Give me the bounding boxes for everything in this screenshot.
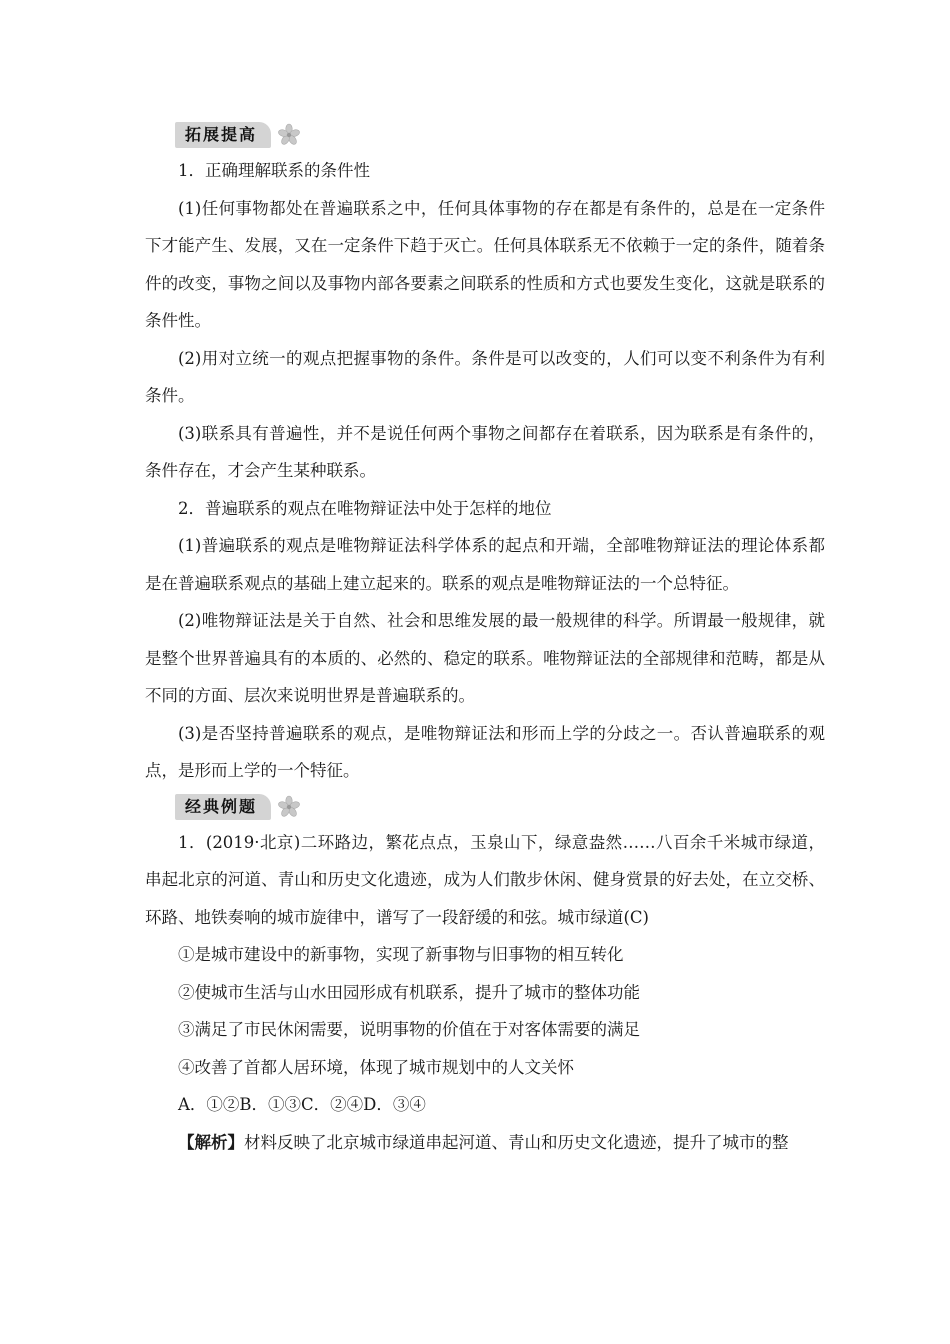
option-item: ②使城市生活与山水田园形成有机联系，提升了城市的整体功能 (178, 982, 640, 1002)
option-item: ④改善了首都人居环境，体现了城市规划中的人文关怀 (178, 1057, 574, 1077)
section-header-examples (175, 790, 825, 824)
flower-icon (277, 123, 301, 147)
analysis-text: 材料反映了北京城市绿道串起河道、青山和历史文化遗迹，提升了城市的整 (244, 1132, 789, 1152)
option-item: ③满足了市民休闲需要，说明事物的价值在于对客体需要的满足 (178, 1020, 640, 1039)
analysis-label: 【解析】 (178, 1132, 244, 1152)
heading-2: 2．普遍联系的观点在唯物辩证法中处于怎样的地位 (178, 498, 552, 518)
analysis-paragraph (145, 1124, 825, 1162)
section-badge: 经典例题 (175, 794, 271, 820)
answer-choices: A．①②B．①③C．②④D．③④ (178, 1095, 426, 1114)
paragraph-4: (1)普遍联系的观点是唯物辩证法科学体系的起点和开端，全部唯物辩证法的理论体系都是在普遍联系观点的基础上建立起来的。联系的观点是唯物辩证法的一个总特征。 (145, 536, 825, 593)
option-item: ①是城市建设中的新事物，实现了新事物与旧事物的相互转化 (178, 945, 624, 964)
section-badge: 拓展提高 (175, 122, 271, 148)
paragraph-6: (3)是否坚持普遍联系的观点，是唯物辩证法和形而上学的分歧之一。否认普遍联系的观点，是形而上学的一个特征。 (145, 723, 825, 780)
heading-1: 1．正确理解联系的条件性 (178, 161, 370, 180)
paragraph-1: (1)任何事物都处在普遍联系之中，任何具体事物的存在都是有条件的，总是在一定条件下才能产生、发展，又在一定条件下趋于灭亡。任何具体联系无不依赖于一定的条件，随着条件的改变，事物之间以及事物内部各要素之间联系的性质和方式也要发生变化，这就是联系的条件性。 (145, 198, 825, 330)
paragraph-2: (2)用对立统一的观点把握事物的条件。条件是可以改变的，人们可以变不利条件为有利条件。 (145, 348, 825, 405)
section-header-extension (175, 118, 825, 152)
paragraph-3: (3)联系具有普遍性，并不是说任何两个事物之间都存在着联系，因为联系是有条件的，条件存在，才会产生某种联系。 (145, 423, 825, 480)
paragraph-5: (2)唯物辩证法是关于自然、社会和思维发展的最一般规律的科学。所谓最一般规律，就是整个世界普遍具有的本质的、必然的、稳定的联系。唯物辩证法的全部规律和范畴，都是从不同的方面、层次来说明世界是普遍联系的。 (145, 611, 825, 705)
flower-icon (277, 795, 301, 819)
content-area (145, 118, 825, 1161)
question-text: 1．(2019·北京)二环路边，繁花点点，玉泉山下，绿意盎然……八百余千米城市绿道，串起北京的河道、青山和历史文化遗迹，成为人们散步休闲、健身赏景的好去处，在立交桥、环路、地铁奏响的城市旋律中，谱写了一段舒缓的和弦。城市绿道(C) (145, 832, 825, 927)
